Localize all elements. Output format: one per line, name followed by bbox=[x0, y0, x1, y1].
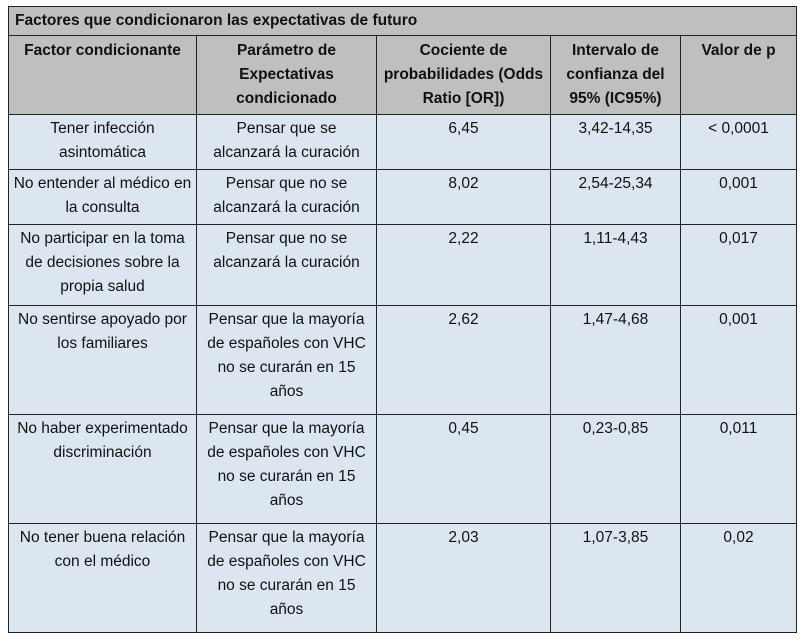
cell-odds-ratio: 2,03 bbox=[377, 524, 551, 633]
cell-odds-ratio: 0,45 bbox=[377, 415, 551, 524]
cell-parametro: Pensar que se alcanzará la curación bbox=[197, 115, 377, 170]
cell-ic95: 2,54-25,34 bbox=[551, 170, 681, 225]
cell-factor: No tener buena relación con el médico bbox=[9, 524, 197, 633]
table-row bbox=[9, 115, 797, 170]
cell-factor: No entender al médico en la consulta bbox=[9, 170, 197, 225]
cell-parametro: Pensar que la mayoría de españoles con VHC no se curarán en 15 años bbox=[197, 524, 377, 633]
header-p-value: Valor de p bbox=[681, 36, 797, 115]
header-row bbox=[9, 36, 797, 115]
cell-p-value: 0,017 bbox=[681, 225, 797, 306]
header-ic95: Intervalo de confianza del 95% (IC95%) bbox=[551, 36, 681, 115]
cell-parametro: Pensar que no se alcanzará la curación bbox=[197, 170, 377, 225]
cell-p-value: 0,001 bbox=[681, 306, 797, 415]
table-row bbox=[9, 225, 797, 306]
cell-parametro: Pensar que la mayoría de españoles con VHC no se curarán en 15 años bbox=[197, 306, 377, 415]
cell-ic95: 1,11-4,43 bbox=[551, 225, 681, 306]
header-odds-ratio: Cociente de probabilidades (Odds Ratio [OR]) bbox=[377, 36, 551, 115]
cell-ic95: 1,07-3,85 bbox=[551, 524, 681, 633]
cell-factor: Tener infección asintomática bbox=[9, 115, 197, 170]
title-row bbox=[9, 7, 797, 36]
header-parametro: Parámetro de Expectativas condicionado bbox=[197, 36, 377, 115]
cell-factor: No participar en la toma de decisiones sobre la propia salud bbox=[9, 225, 197, 306]
cell-parametro: Pensar que la mayoría de españoles con VHC no se curarán en 15 años bbox=[197, 415, 377, 524]
cell-p-value: 0,001 bbox=[681, 170, 797, 225]
cell-odds-ratio: 6,45 bbox=[377, 115, 551, 170]
cell-factor: No haber experimentado discriminación bbox=[9, 415, 197, 524]
expectations-table bbox=[8, 6, 797, 633]
table-row bbox=[9, 415, 797, 524]
cell-factor: No sentirse apoyado por los familiares bbox=[9, 306, 197, 415]
cell-p-value: 0,02 bbox=[681, 524, 797, 633]
cell-p-value: 0,011 bbox=[681, 415, 797, 524]
header-factor: Factor condicionante bbox=[9, 36, 197, 115]
cell-odds-ratio: 8,02 bbox=[377, 170, 551, 225]
table-container bbox=[8, 6, 796, 633]
table-title: Factores que condicionaron las expectativas de futuro bbox=[9, 7, 797, 36]
cell-odds-ratio: 2,62 bbox=[377, 306, 551, 415]
cell-ic95: 1,47-4,68 bbox=[551, 306, 681, 415]
cell-p-value: < 0,0001 bbox=[681, 115, 797, 170]
cell-ic95: 0,23-0,85 bbox=[551, 415, 681, 524]
cell-odds-ratio: 2,22 bbox=[377, 225, 551, 306]
table-row bbox=[9, 524, 797, 633]
table-row bbox=[9, 306, 797, 415]
cell-parametro: Pensar que no se alcanzará la curación bbox=[197, 225, 377, 306]
table-row bbox=[9, 170, 797, 225]
cell-ic95: 3,42-14,35 bbox=[551, 115, 681, 170]
